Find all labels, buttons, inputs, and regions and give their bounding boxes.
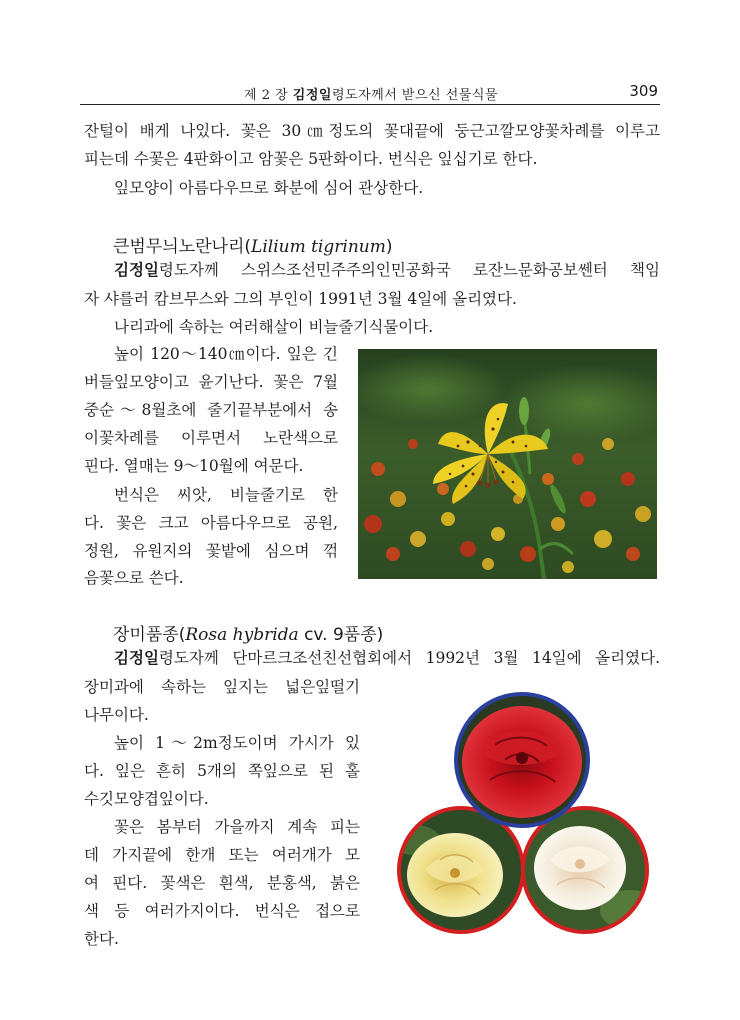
rose-line-1	[114, 648, 660, 668]
lily-line-11: 정원, 유원지의 꽃밭에 심으며 꺾	[84, 542, 338, 560]
lily-line-9: 번식은 씨앗, 비늘줄기로 한	[114, 486, 338, 504]
lily-line-12: 음꽃으로 쓴다.	[84, 569, 184, 587]
rose-lead-name: 김정일	[114, 649, 159, 667]
lily-line-1-text: 령도자께 스위스조선민주주의인민공화국 로잔느문화공보쎈터 책임	[158, 261, 660, 279]
intro-line-1: 잔털이 배게 나있다. 꽃은 30㎝정도의 꽃대끝에 둥근고깔모양꽃차례를 이루고	[84, 122, 660, 140]
rose-photo-group	[395, 690, 660, 940]
lily-line-5: 버들잎모양이고 윤기난다. 꽃은 7월	[84, 373, 338, 391]
lily-line-2: 자 샤를러 캄브무스와 그의 부인이 1991년 3월 4일에 올리였다.	[84, 290, 517, 308]
lily-heading: 큰범무늬노란나리(Lilium tigrinum)	[113, 237, 393, 257]
rose-line-1-text: 령도자께 단마르크조선친선협회에서 1992년 3월 14일에 올리였다.	[158, 649, 660, 667]
lily-line-1	[114, 260, 660, 280]
rose-line-7: 꽃은 봄부터 가을까지 계속 피는	[114, 818, 360, 836]
rose-line-4: 높이 1～2m정도이며 가시가 있	[114, 734, 360, 752]
rose-line-11: 한다.	[84, 930, 119, 948]
lily-line-7: 이꽃차례를 이루면서 노란색으로	[84, 429, 338, 447]
rose-line-8: 데 가지끝에 한개 또는 여러개가 모	[84, 846, 360, 864]
chapter-suffix: 령도자께서 받으신 선물식물	[331, 88, 498, 103]
chapter-leader-name: 김정일	[292, 88, 332, 103]
page-number: 309	[629, 82, 658, 100]
lily-line-4: 높이 120～140㎝이다. 잎은 긴	[114, 345, 338, 363]
rose-line-3: 나무이다.	[84, 706, 149, 724]
rose-heading: 장미품종(Rosa hybrida cv. 9품종)	[113, 625, 384, 645]
rose-line-10: 색 등 여러가지이다. 번식은 접으로	[84, 902, 360, 920]
lily-line-8: 핀다. 열매는 9～10월에 여문다.	[84, 457, 304, 475]
rose-line-2: 장미과에 속하는 잎지는 넓은잎떨기	[84, 678, 360, 696]
lily-lead-name: 김정일	[114, 261, 159, 279]
rose-line-6: 수깃모양겹잎이다.	[84, 790, 209, 808]
rose-line-5: 다. 잎은 흔히 5개의 쪽잎으로 된 홀	[84, 762, 360, 780]
chapter-prefix: 제 2 장	[244, 88, 293, 103]
rose-name-suffix: cv. 9품종)	[298, 625, 384, 645]
intro-line-2: 피는데 수꽃은 4판화이고 암꽃은 5판화이다. 번식은 잎십기로 한다.	[84, 150, 538, 168]
lily-name-latin: Lilium tigrinum	[251, 237, 386, 257]
rose-name-latin: Rosa hybrida	[185, 625, 299, 645]
intro-line-3: 잎모양이 아름다우므로 화분에 심어 관상한다.	[114, 179, 424, 197]
lily-line-6: 중순～8월초에 줄기끝부분에서 송	[84, 401, 338, 419]
running-header	[80, 82, 660, 105]
lily-photo	[358, 349, 657, 579]
lily-line-3: 나리과에 속하는 여러해살이 비늘줄기식물이다.	[114, 318, 434, 336]
chapter-title	[244, 84, 498, 103]
rose-line-9: 여 핀다. 꽃색은 흰색, 분홍색, 붉은	[84, 874, 360, 892]
lily-line-10: 다. 꽃은 크고 아름다우므로 공원,	[84, 514, 338, 532]
lily-name-korean: 큰범무늬노란나리	[113, 237, 245, 257]
rose-name-korean: 장미품종	[113, 625, 179, 645]
